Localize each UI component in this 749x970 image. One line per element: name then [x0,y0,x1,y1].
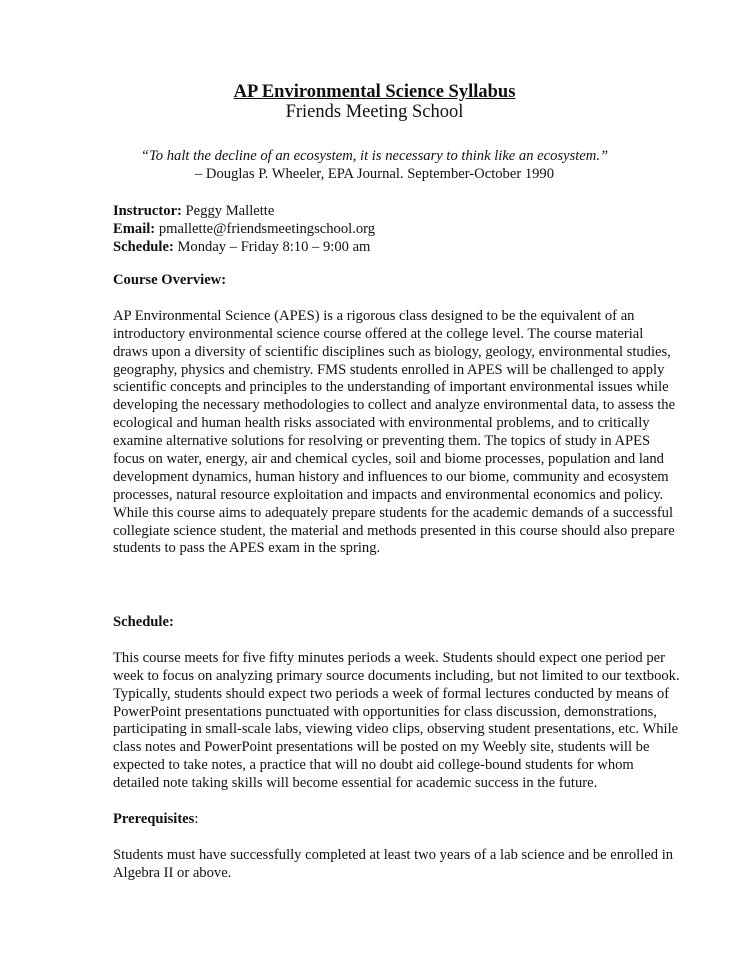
email-line [113,221,673,239]
section-heading: Schedule: [113,614,174,630]
document-title: AP Environmental Science Syllabus [233,82,516,102]
school-name: Friends Meeting School [285,102,464,122]
section-body [113,847,673,883]
paragraph-line: collegiate science student, the material and methods presented in this course should also prepare [113,522,675,539]
epigraph-attribution: – Douglas P. Wheeler, EPA Journal. September-October 1990 [194,166,555,182]
paragraph-line: examine alternative solutions for resolving or preventing them. The topics of study in APES [113,433,651,450]
paragraph-line: developing the necessary methodologies to collect and analyze environmental data, to assess the [113,397,676,414]
instructor-line [113,203,673,221]
epigraph-quote: “To halt the decline of an ecosystem, it is necessary to think like an ecosystem.” [140,148,609,164]
paragraph-line: class notes and PowerPoint presentations will be posted on my Weebly site, students will be [113,739,650,756]
instructor-name: Peggy Mallette [181,203,275,219]
paragraph-line: introductory environmental science course offered at the college level. The course material [113,325,644,342]
section-body [113,307,676,558]
section-heading: Course Overview: [113,272,227,288]
paragraph-line: Typically, students should expect two periods a week of formal lectures conducted by means of [113,685,670,702]
paragraph-line: processes, natural resource exploitation and impacts and environmental economics and policy. [113,486,664,503]
heading-colon: : [194,811,199,827]
schedule-line [113,239,673,257]
email-label: Email: [113,220,156,237]
schedule-time: Monday – Friday 8:10 – 9:00 am [173,238,371,255]
email-address: pmallette@friendsmeetingschool.org [155,220,376,237]
section-heading-text: Prerequisites [113,811,195,827]
paragraph-line: development dynamics, human history and influences to our biome, community and ecosystem [113,468,669,485]
paragraph-line: week to focus on analyzing primary source documents including, but not limited to our textbook. [113,667,680,684]
instructor-info [113,203,673,257]
paragraph-line: PowerPoint presentations punctuated with opportunities for class discussion, demonstrations, [113,703,657,720]
paragraph-line: draws upon a diversity of scientific disciplines such as biology, geology, environmental studies, [113,343,671,360]
paragraph-line: AP Environmental Science (APES) is a rigorous class designed to be the equivalent of an [113,307,635,324]
paragraph-line: detailed note taking skills will become essential for academic success in the future. [113,775,598,792]
section-schedule [113,614,680,793]
paragraph-line: expected to take notes, a practice that will no doubt aid college-bound students for whom [113,757,634,774]
schedule-label: Schedule: [113,238,174,255]
paragraph-line: ecological and human health risks associated with environmental problems, and to critically [113,415,650,432]
paragraph-line: Algebra II or above. [113,864,232,881]
section-heading [113,811,673,829]
paragraph-line: students to pass the APES exam in the spring. [113,540,381,557]
paragraph-line: This course meets for five fifty minutes periods a week. Students should expect one period per [113,649,665,666]
paragraph-line: participating in small-scale labs, viewing video clips, observing student presentations, etc. While [113,721,679,738]
instructor-label: Instructor: [113,203,182,219]
paragraph-line: While this course aims to adequately prepare students for the academic demands of a successful [113,504,674,521]
paragraph-line: Students must have successfully completed at least two years of a lab science and be enrolled in [113,846,674,863]
section-body [113,649,680,793]
section-prerequisites [113,811,673,883]
section-course-overview [113,272,676,558]
paragraph-line: geography, physics and chemistry. FMS students enrolled in APES will be challenged to apply [113,361,665,378]
paragraph-line: scientific concepts and principles to the understanding of important environmental issues while [113,379,669,396]
paragraph-line: focus on water, energy, air and chemical cycles, soil and biome processes, population and land [113,451,664,468]
